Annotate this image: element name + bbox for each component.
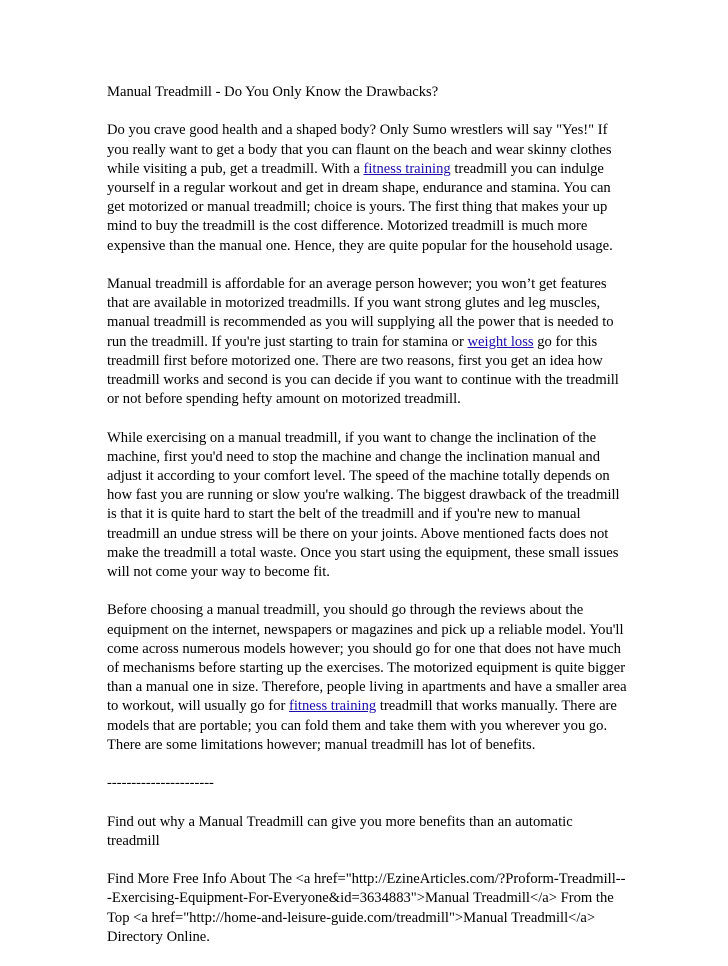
paragraph-intro bbox=[107, 121, 627, 255]
fitness-training-link[interactable]: fitness training bbox=[289, 698, 377, 715]
paragraph-text: Manual treadmill is affordable for an average person however; you won’t get features that are available in motorized treadmills. If you want strong glutes and leg muscles, manual treadmill is recommended as you will supplying all the power that is needed to run the treadmill. If you're just starting to train for stamina or bbox=[107, 276, 614, 350]
separator: ---------------------- bbox=[107, 775, 214, 792]
footer-summary: Find out why a Manual Treadmill can give you more benefits than an automatic treadmill bbox=[107, 813, 573, 849]
paragraph-text: go for this treadmill first before motorized one. There are two reasons, first you get an idea how treadmill works and second is you can decide if you want to continue with the treadmill or not before spending hefty amount on motorized treadmill. bbox=[107, 333, 619, 408]
paragraph-affordable bbox=[107, 275, 627, 409]
fitness-training-link[interactable]: fitness training bbox=[363, 160, 451, 177]
paragraph-drawbacks: While exercising on a manual treadmill, if you want to change the inclination of the machine, first you'd need to stop the machine and change the inclination manual and adjust it according to your comfort level. The speed of the machine totally depends on how fast you are running or slow you're walking. The biggest drawback of the treadmill is that it is quite hard to start the belt of the treadmill and if you're new to manual treadmill an undue stress will be there on your joints. Above mentioned facts does not make the treadmill a total waste. Once you start using the equipment, these small issues will not come your way to become fit. bbox=[107, 429, 620, 581]
paragraph-text: Before choosing a manual treadmill, you should go through the reviews about the equipment on the internet, newspapers or magazines and pick up a reliable model. You'll come across numerous models however; you should go for one that does not have much of mechanisms before starting up the exercises. The motorized equipment is quite bigger than a manual one in size. Therefore, people living in apartments and have a smaller area to workout, will usually go for bbox=[107, 602, 627, 715]
paragraph-text: treadmill that works manually. There are models that are portable; you can fold them and take them with you wherever you go. There are some limitations however; manual treadmill has lot of benefits. bbox=[107, 698, 617, 753]
footer-resource: Find More Free Info About The <a href="http://EzineArticles.com/?Proform-Treadmill---Exercising-Equipment-For-Everyone&id=3634883">Manual Treadmill</a> From the Top <a href="http://home-and-leisure-guide.com/treadmill">Manual Treadmill</a> Directory Online. bbox=[107, 871, 626, 945]
document-page bbox=[107, 83, 627, 966]
paragraph-choosing bbox=[107, 601, 627, 755]
article-title: Manual Treadmill - Do You Only Know the Drawbacks? bbox=[107, 84, 439, 100]
paragraph-text: treadmill you can indulge yourself in a regular workout and get in dream shape, endurance and stamina. You can get motorized or manual treadmill; choice is yours. The first thing that makes your up mind to buy the treadmill is the cost difference. Motorized treadmill is much more expensive than the manual one. Hence, they are quite popular for the household usage. bbox=[107, 160, 613, 254]
paragraph-text: Do you crave good health and a shaped body? Only Sumo wrestlers will say "Yes!" If you really want to get a body that you can flaunt on the beach and wear skinny clothes while visiting a pub, get a treadmill. With a bbox=[107, 122, 612, 177]
weight-loss-link[interactable]: weight loss bbox=[467, 333, 534, 350]
